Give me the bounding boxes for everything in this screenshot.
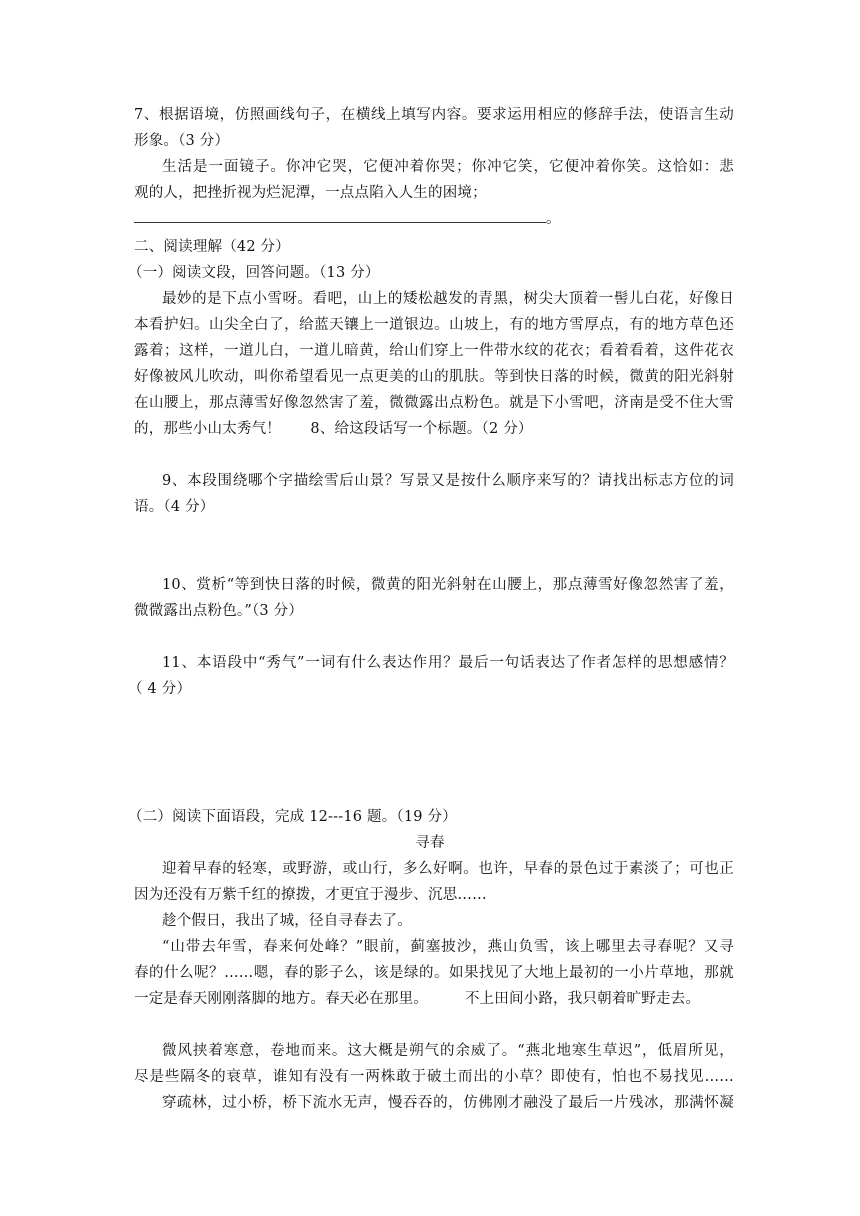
q7-line-3: 生活是一面镜子。你冲它哭，它便冲着你哭；你冲它笑，它便冲着你笑。这恰如：悲: [162, 159, 734, 175]
passage-2-line: 微风挟着寒意，卷地而来。这大概是朔气的余威了。“燕北地寒生草迟”，低眉所见，: [162, 1043, 734, 1059]
q7-line-2: 形象。（3 分）: [134, 133, 230, 149]
passage-2-line: 春的什么呢？……嗯，春的影子么，该是绿的。如果找见了大地上最初的一小片草地，那就: [134, 965, 734, 981]
passage-2-line: 尽是些隔冬的衰草，谁知有没有一两株敢于破土而出的小草？即使有，怕也不易找见……: [134, 1069, 734, 1085]
q7-line-5-end: 。: [546, 211, 561, 227]
q10-line-2: 微微露出点粉色。”（3 分）: [134, 603, 304, 619]
part-1-heading: （一）阅读文段，回答问题。（13 分）: [128, 265, 380, 281]
q11-line-1: 11、本语段中“秀气”一词有什么表达作用？最后一句话表达了作者怎样的思想感情？: [162, 655, 734, 671]
answer-blank[interactable]: [134, 208, 546, 223]
passage-2-line: 迎着早春的轻寒，或野游，或山行，多么好啊。也许，早春的景色过于素淡了；可也正: [162, 861, 734, 877]
q11-line-2: （ 4 分）: [128, 681, 192, 697]
q9-line-1: 9、本段围绕哪个字描绘雪后山景？写景又是按什么顺序来写的？请找出标志方位的词: [162, 473, 734, 489]
passage-1-line: 露着；这样，一道儿白，一道儿暗黄，给山们穿上一件带水纹的花衣；看着看着，这件花衣: [134, 343, 734, 359]
passage-2-line: “山带去年雪，春来何处峰？”眼前，蓟塞披沙，燕山负雪，该上哪里去寻春呢？又寻: [162, 939, 734, 955]
q9-line-2: 语。（4 分）: [134, 499, 215, 515]
passage-1-line: 本看护妇。山尖全白了，给蓝天镶上一道银边。山坡上，有的地方雪厚点，有的地方草色还: [134, 317, 734, 333]
passage-1-line: 最妙的是下点小雪呀。看吧，山上的矮松越发的青黑，树尖大顶着一髻儿白花，好像日: [162, 291, 734, 307]
passage-2-line: 一定是春天刚刚落脚的地方。春天必在那里。 不上田间小路，我只朝着旷野走去。: [134, 991, 701, 1007]
passage-1-line-q8: 的，那些小山太秀气！ 8、给这段话写一个标题。（2 分）: [134, 421, 533, 437]
passage-2-line: 因为还没有万紫千红的撩拨，才更宜于漫步、沉思……: [134, 887, 487, 903]
q10-line-1: 10、赏析“等到快日落的时候，微黄的阳光斜射在山腰上，那点薄雪好像忽然害了羞，: [162, 577, 734, 593]
passage-2-title: 寻春: [415, 835, 445, 851]
passage-2-line: 穿疏林，过小桥，桥下流水无声，慢吞吞的，仿佛刚才融没了最后一片残冰，那满怀凝: [162, 1095, 734, 1111]
section-2-heading: 二、阅读理解（42 分）: [134, 239, 290, 255]
q7-line-4: 观的人，把挫折视为烂泥潭，一点点陷入人生的困境；: [134, 185, 487, 201]
part-2-heading: （二）阅读下面语段，完成 12---16 题。（19 分）: [128, 809, 457, 825]
passage-2-line: 趁个假日，我出了城，径自寻春去了。: [162, 913, 412, 929]
q7-line-1: 7、根据语境，仿照画线句子，在横线上填写内容。要求运用相应的修辞手法，使语言生动: [134, 107, 734, 123]
q7-answer-line: [134, 208, 734, 230]
passage-1-line: 好像被风儿吹动，叫你希望看见一点更美的山的肌肤。等到快日落的时候，微黄的阳光斜射: [134, 369, 734, 385]
passage-1-line: 在山腰上，那点薄雪好像忽然害了羞，微微露出点粉色。就是下小雪吧，济南是受不住大雪: [134, 395, 734, 411]
